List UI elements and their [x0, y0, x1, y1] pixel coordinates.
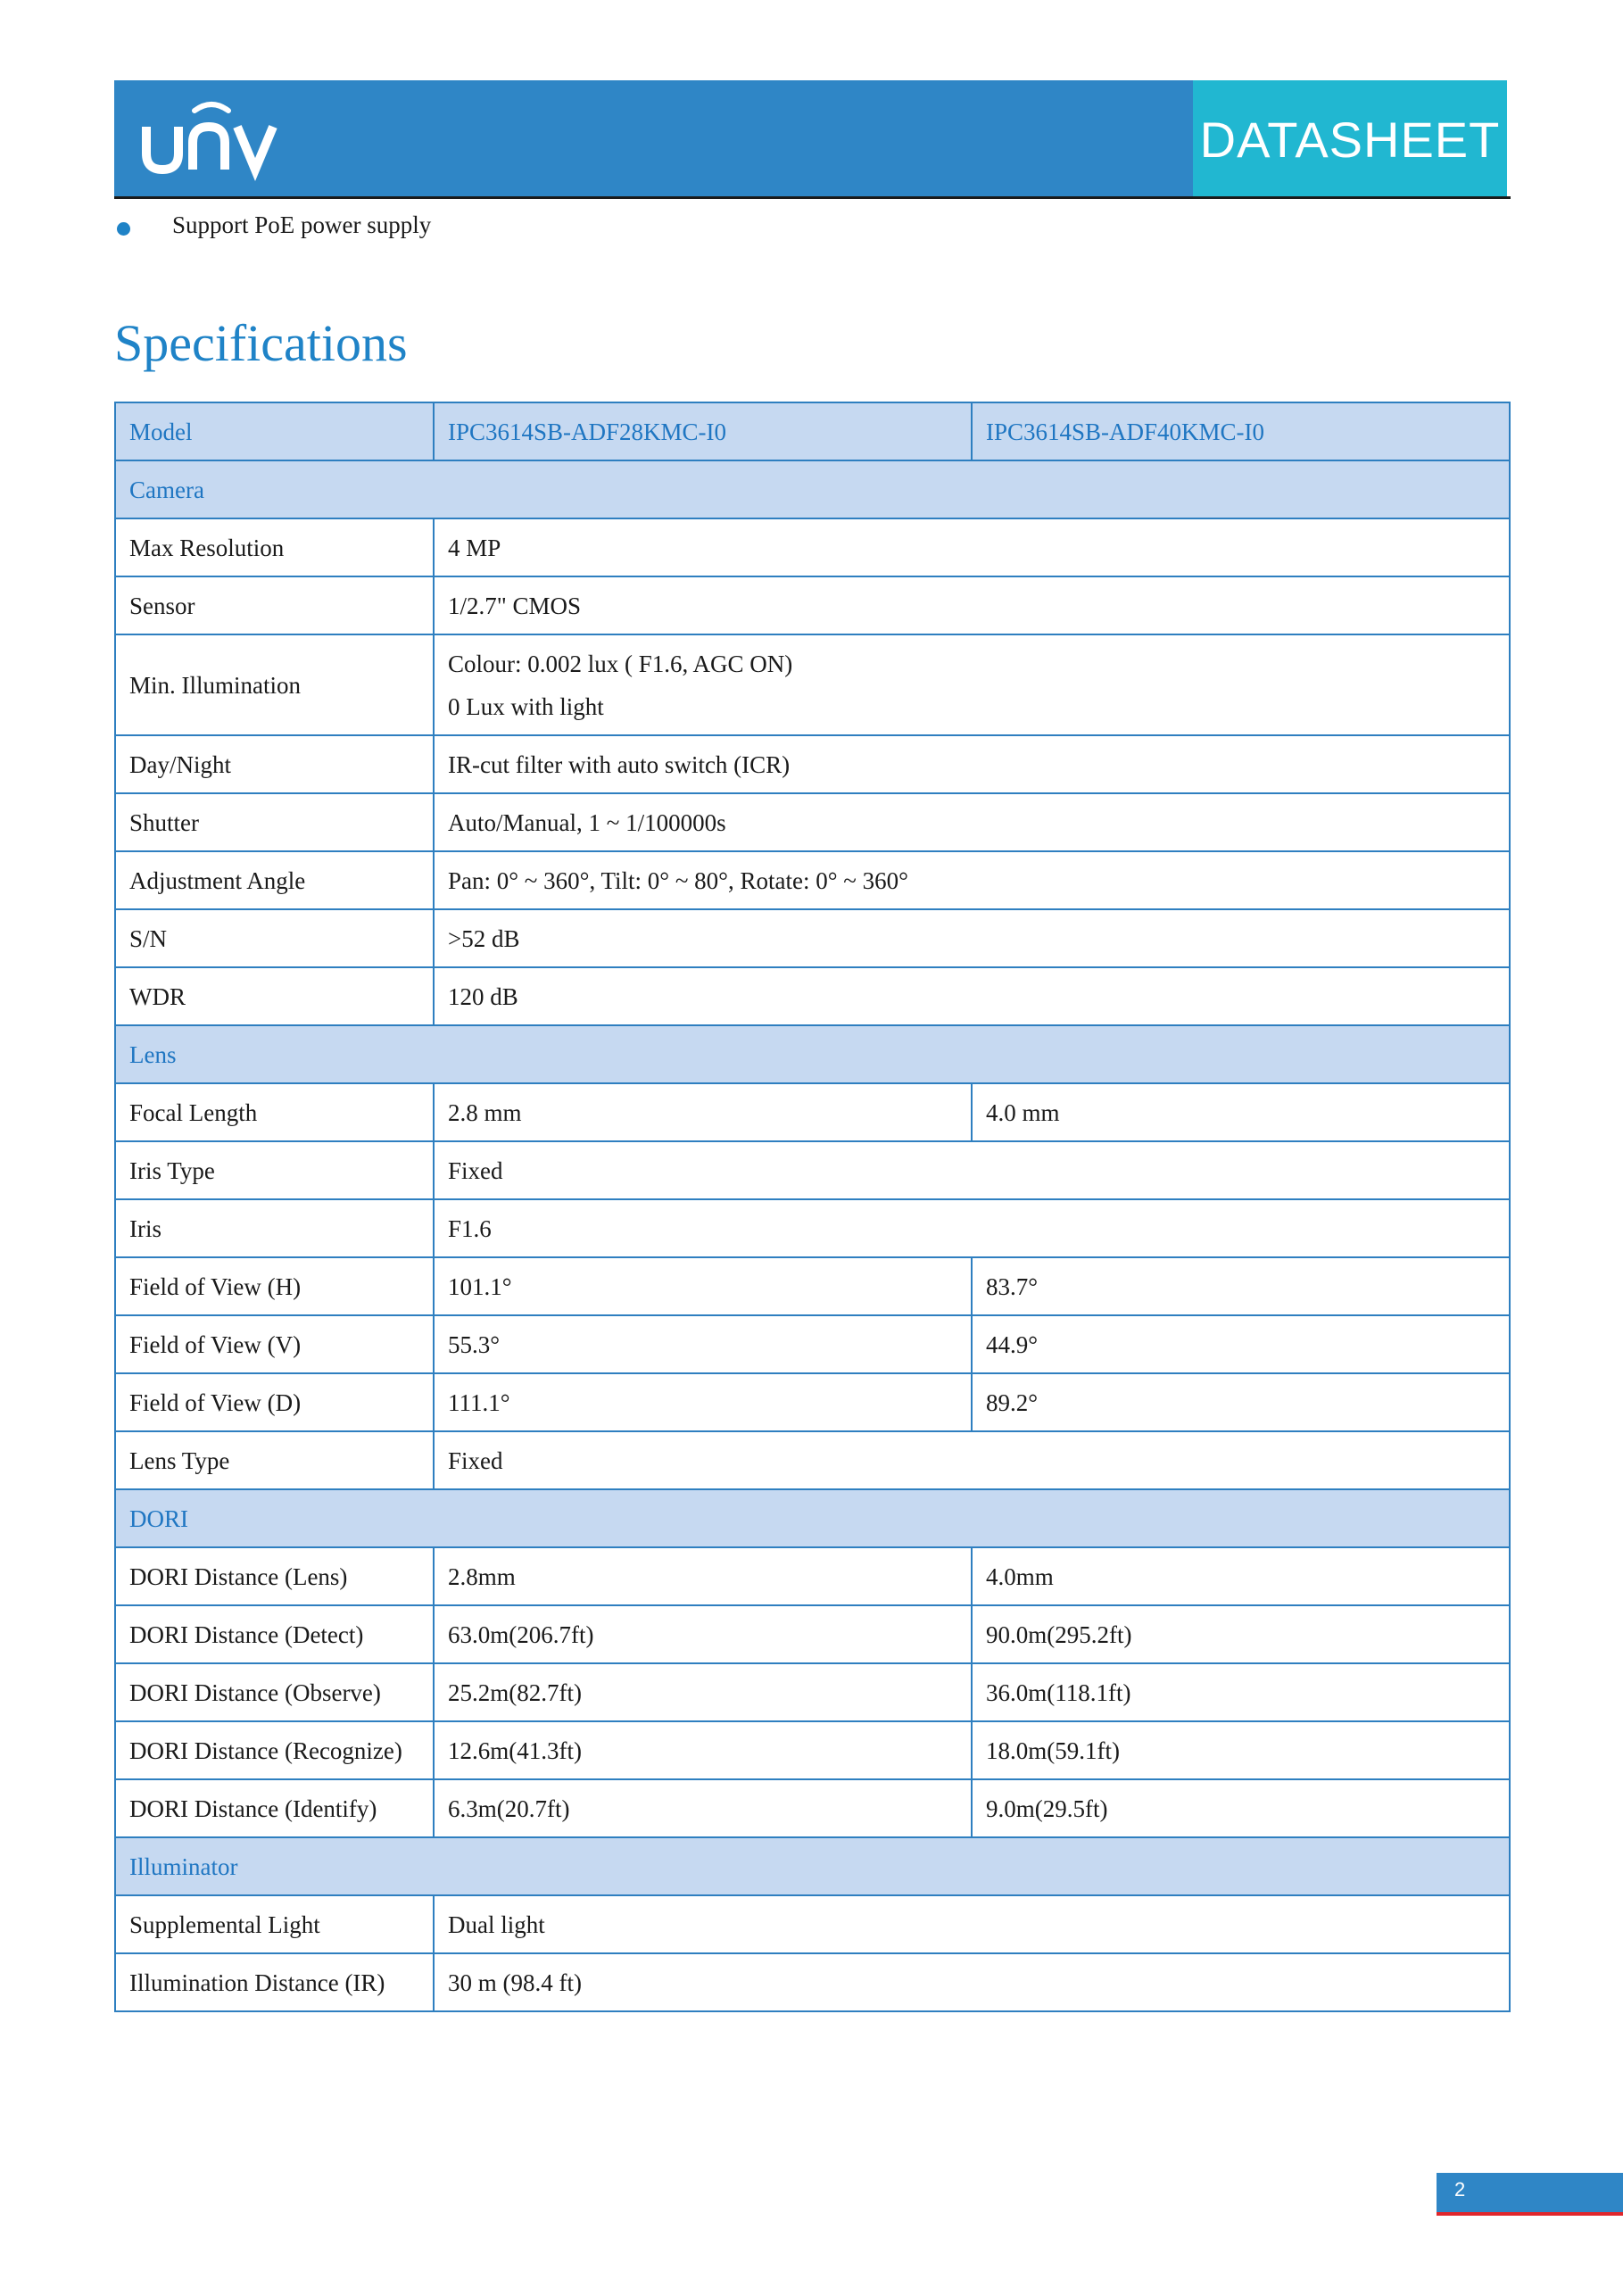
row-value: Fixed	[434, 1141, 1510, 1199]
row-label: Model	[115, 402, 434, 460]
group-camera	[115, 460, 1510, 518]
row-value: >52 dB	[434, 909, 1510, 967]
row-value-b: 9.0m(29.5ft)	[972, 1779, 1510, 1837]
row-value-a: 101.1°	[434, 1257, 972, 1315]
row-value-a: 63.0m(206.7ft)	[434, 1605, 972, 1663]
table-row	[115, 851, 1510, 909]
row-value-b: 83.7°	[972, 1257, 1510, 1315]
group-label: Lens	[115, 1025, 1510, 1083]
page-number: 2	[1454, 2178, 1466, 2201]
row-value-a: 2.8 mm	[434, 1083, 972, 1141]
row-value: 1/2.7" CMOS	[434, 576, 1510, 634]
row-value-a: 55.3°	[434, 1315, 972, 1373]
header-divider	[114, 196, 1511, 199]
row-value: 30 m (98.4 ft)	[434, 1953, 1510, 2011]
row-label: Max Resolution	[115, 518, 434, 576]
table-row	[115, 1953, 1510, 2011]
table-row	[115, 735, 1510, 793]
spec-table	[114, 402, 1511, 2012]
row-value-b: 4.0mm	[972, 1547, 1510, 1605]
table-row	[115, 1431, 1510, 1489]
row-label: DORI Distance (Detect)	[115, 1605, 434, 1663]
group-label: Illuminator	[115, 1837, 1510, 1895]
group-label: DORI	[115, 1489, 1510, 1547]
group-illuminator	[115, 1837, 1510, 1895]
row-label: Shutter	[115, 793, 434, 851]
row-value-b: 89.2°	[972, 1373, 1510, 1431]
table-row	[115, 1083, 1510, 1141]
row-value-a: 2.8mm	[434, 1547, 972, 1605]
row-value: Auto/Manual, 1 ~ 1/100000s	[434, 793, 1510, 851]
table-row	[115, 967, 1510, 1025]
row-value: 120 dB	[434, 967, 1510, 1025]
table-row	[115, 1257, 1510, 1315]
row-value: 4 MP	[434, 518, 1510, 576]
row-value: F1.6	[434, 1199, 1510, 1257]
row-label: Field of View (H)	[115, 1257, 434, 1315]
row-label: Focal Length	[115, 1083, 434, 1141]
row-label: Field of View (D)	[115, 1373, 434, 1431]
row-value: Fixed	[434, 1431, 1510, 1489]
group-label: Camera	[115, 460, 1510, 518]
bullet-icon	[117, 222, 130, 236]
row-value-b: 4.0 mm	[972, 1083, 1510, 1141]
row-value-b: 36.0m(118.1ft)	[972, 1663, 1510, 1721]
row-label: DORI Distance (Recognize)	[115, 1721, 434, 1779]
row-label: DORI Distance (Identify)	[115, 1779, 434, 1837]
row-label: Lens Type	[115, 1431, 434, 1489]
row-label: Illumination Distance (IR)	[115, 1953, 434, 2011]
table-row	[115, 1141, 1510, 1199]
row-value-a: 111.1°	[434, 1373, 972, 1431]
row-label: DORI Distance (Lens)	[115, 1547, 434, 1605]
row-label: Supplemental Light	[115, 1895, 434, 1953]
row-label: Day/Night	[115, 735, 434, 793]
model-a: IPC3614SB-ADF28KMC-I0	[434, 402, 972, 460]
row-label: S/N	[115, 909, 434, 967]
row-label: Adjustment Angle	[115, 851, 434, 909]
table-row	[115, 1779, 1510, 1837]
table-row	[115, 1663, 1510, 1721]
table-row	[115, 576, 1510, 634]
row-value-b: 44.9°	[972, 1315, 1510, 1373]
row-label: Sensor	[115, 576, 434, 634]
table-row	[115, 518, 1510, 576]
group-lens	[115, 1025, 1510, 1083]
row-value	[434, 634, 1510, 735]
table-row	[115, 909, 1510, 967]
header-bar	[114, 80, 1507, 198]
row-value-line: Colour: 0.002 lux ( F1.6, AGC ON)	[448, 650, 793, 677]
section-title: Specifications	[114, 314, 408, 372]
table-row	[115, 793, 1510, 851]
group-dori	[115, 1489, 1510, 1547]
row-label: Min. Illumination	[115, 634, 434, 735]
datasheet-label: DATASHEET	[1199, 111, 1501, 168]
row-value: Pan: 0° ~ 360°, Tilt: 0° ~ 80°, Rotate: 0° ~ 360°	[434, 851, 1510, 909]
model-b: IPC3614SB-ADF40KMC-I0	[972, 402, 1510, 460]
table-row-model	[115, 402, 1510, 460]
datasheet-badge	[1193, 80, 1507, 198]
row-label: WDR	[115, 967, 434, 1025]
table-row	[115, 1721, 1510, 1779]
row-label: Field of View (V)	[115, 1315, 434, 1373]
table-row	[115, 1605, 1510, 1663]
table-row	[115, 1315, 1510, 1373]
table-row	[115, 1547, 1510, 1605]
row-label: DORI Distance (Observe)	[115, 1663, 434, 1721]
row-label: Iris Type	[115, 1141, 434, 1199]
feature-item: Support PoE power supply	[172, 211, 432, 238]
table-row	[115, 1895, 1510, 1953]
row-value-a: 25.2m(82.7ft)	[434, 1663, 972, 1721]
page-number-box	[1437, 2173, 1623, 2212]
footer-accent-line	[1437, 2212, 1623, 2216]
row-value-line: 0 Lux with light	[448, 692, 604, 720]
table-row	[115, 1373, 1510, 1431]
row-value: Dual light	[434, 1895, 1510, 1953]
table-row	[115, 1199, 1510, 1257]
row-value-a: 6.3m(20.7ft)	[434, 1779, 972, 1837]
row-label: Iris	[115, 1199, 434, 1257]
row-value-a: 12.6m(41.3ft)	[434, 1721, 972, 1779]
row-value-b: 90.0m(295.2ft)	[972, 1605, 1510, 1663]
table-row	[115, 634, 1510, 735]
unv-logo	[139, 95, 284, 184]
row-value-b: 18.0m(59.1ft)	[972, 1721, 1510, 1779]
row-value: IR-cut filter with auto switch (ICR)	[434, 735, 1510, 793]
